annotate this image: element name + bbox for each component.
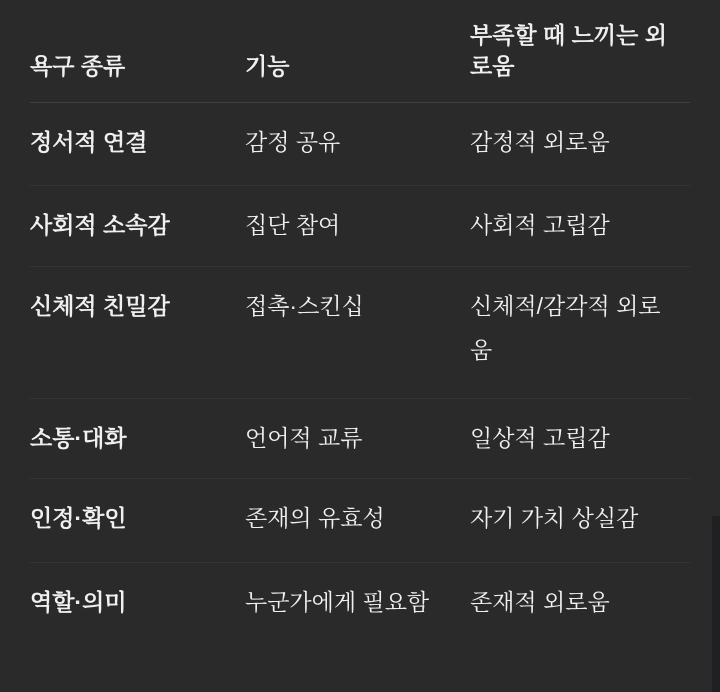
table-cell-loneliness: 자기 가치 상실감 xyxy=(470,478,690,562)
column-header-need: 욕구 종류 xyxy=(30,0,245,102)
table-header xyxy=(30,0,690,102)
table-header-row xyxy=(30,0,690,102)
needs-table-container xyxy=(30,0,690,692)
table-row xyxy=(30,102,690,185)
scrollbar-track[interactable] xyxy=(712,516,720,692)
table-row xyxy=(30,562,690,692)
table-cell-loneliness: 신체적/감각적 외로움 xyxy=(470,266,690,398)
table-cell-function: 누군가에게 필요함 xyxy=(245,588,430,615)
table-cell-function: 존재의 유효성 xyxy=(245,478,470,562)
table-cell-need: 정서적 연결 xyxy=(30,102,245,185)
table-cell-need: 인정·확인 xyxy=(30,478,245,562)
table-row xyxy=(30,478,690,562)
table-cell-need: 역할·의미 xyxy=(30,588,127,615)
table-row xyxy=(30,185,690,266)
table-cell-loneliness: 존재적 외로움 xyxy=(470,588,610,615)
table-cell-function: 감정 공유 xyxy=(245,102,470,185)
table-cell-need: 신체적 친밀감 xyxy=(30,266,245,398)
table-cell-function: 접촉·스킨십 xyxy=(245,266,470,398)
table-cell-function: 집단 참여 xyxy=(245,185,470,266)
table-cell-need: 소통·대화 xyxy=(30,398,245,478)
table-cell-loneliness: 사회적 고립감 xyxy=(470,185,690,266)
needs-table xyxy=(30,0,690,692)
table-row xyxy=(30,398,690,478)
table-cell-loneliness: 일상적 고립감 xyxy=(470,398,690,478)
column-header-function: 기능 xyxy=(245,0,470,102)
column-header-loneliness: 부족할 때 느끼는 외로움 xyxy=(470,0,690,102)
table-cell-loneliness: 감정적 외로움 xyxy=(470,102,690,185)
table-cell-need: 사회적 소속감 xyxy=(30,185,245,266)
table-row xyxy=(30,266,690,398)
table-body xyxy=(30,102,690,692)
table-cell-function: 언어적 교류 xyxy=(245,398,470,478)
